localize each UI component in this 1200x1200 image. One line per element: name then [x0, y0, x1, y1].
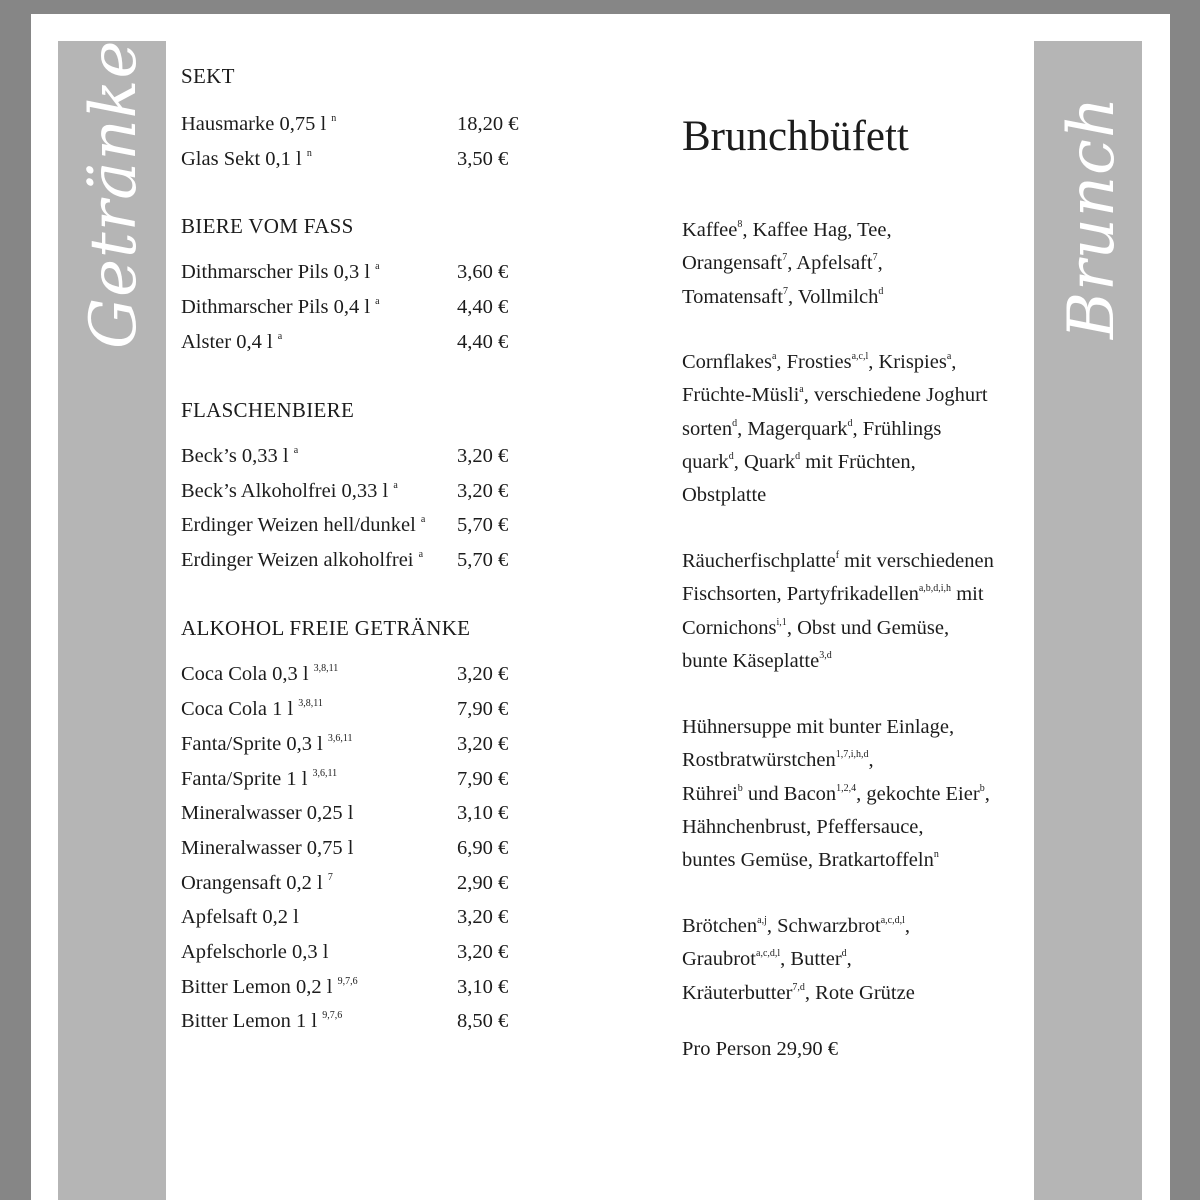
drink-name-text: Glas Sekt 0,1 l	[181, 148, 302, 170]
allergen-note: n	[933, 849, 939, 861]
allergen-note: b	[979, 782, 985, 794]
drink-price: 7,90 €	[457, 698, 509, 720]
drink-item	[181, 698, 541, 728]
section-heading-sekt: SEKT	[181, 64, 235, 88]
brunch-text: mit	[951, 583, 984, 606]
allergen-note: 7	[327, 872, 333, 883]
allergen-note: a	[277, 331, 283, 342]
drink-name	[181, 663, 338, 686]
drink-name	[181, 113, 336, 136]
drink-name	[181, 261, 380, 284]
brunch-line	[682, 281, 892, 314]
brunch-line	[682, 578, 994, 611]
drink-name-text: Mineralwasser 0,25 l	[181, 802, 354, 824]
brunch-line	[682, 744, 990, 777]
brunch-text: Tomatensaft	[682, 285, 784, 308]
allergen-note: a	[418, 549, 424, 560]
drink-item	[181, 514, 541, 544]
brunch-line	[682, 446, 988, 479]
brunch-text: Kräuterbutter	[682, 981, 793, 1004]
brunch-text: mit verschiedenen	[839, 550, 994, 572]
allergen-note: a	[771, 351, 777, 362]
drink-price: 2,90 €	[457, 872, 509, 894]
drink-item	[181, 148, 541, 178]
brunch-line	[682, 711, 990, 744]
brunch-line	[682, 844, 990, 877]
drink-item	[181, 113, 541, 143]
allergen-note: a,j	[757, 915, 767, 926]
drink-name-text: Erdinger Weizen hell/dunkel	[181, 514, 416, 536]
allergen-note: a	[799, 384, 804, 396]
drink-item	[181, 663, 541, 693]
brunch-line	[682, 778, 990, 811]
brunch-text: Cornichons	[682, 616, 777, 639]
drink-name-text: Coca Cola 0,3 l	[181, 663, 309, 685]
drink-price: 18,20 €	[457, 113, 519, 135]
drink-name-text: Coca Cola 1 l	[181, 698, 294, 720]
drinks-side-band	[58, 41, 166, 1200]
brunch-text: bunte Käseplatte	[682, 649, 820, 672]
drink-price: 3,20 €	[457, 445, 509, 467]
allergen-note: 3,8,11	[298, 698, 323, 709]
section-heading-alkoholfrei: ALKOHOL FREIE GETRÄNKE	[181, 616, 471, 640]
brunch-text: , Apfelsaft	[787, 252, 873, 275]
brunch-line	[682, 910, 915, 943]
brunch-text: ,	[877, 252, 883, 275]
brunch-text: Rostbratwürstchen	[682, 749, 836, 772]
allergen-note: 3,6,11	[327, 733, 353, 744]
drink-price: 5,70 €	[457, 514, 509, 536]
allergen-note: 8	[737, 219, 743, 230]
brunch-paragraph	[682, 346, 988, 512]
drink-name	[181, 445, 298, 468]
brunch-text: , Schwarzbrot	[766, 915, 881, 937]
drink-price: 3,20 €	[457, 733, 509, 755]
drink-name	[181, 906, 299, 929]
drink-name-text: Bitter Lemon 0,2 l	[181, 976, 333, 998]
drink-name	[181, 148, 312, 171]
brunch-text: buntes Gemüse, Bratkartoffeln	[682, 849, 934, 872]
drink-name-text: Erdinger Weizen alkoholfrei	[181, 549, 414, 571]
brunch-line	[682, 413, 988, 446]
menu-page	[31, 14, 1170, 1200]
drink-name-text: Fanta/Sprite 0,3 l	[181, 733, 323, 755]
brunch-paragraph	[682, 910, 915, 1010]
brunch-line	[682, 346, 988, 379]
drink-item	[181, 296, 541, 326]
drink-item	[181, 872, 541, 902]
brunch-line	[682, 545, 994, 578]
brunch-text: mit Früchten,	[800, 450, 916, 473]
brunch-text: , Frosties	[776, 351, 852, 373]
brunch-text: , verschiedene Joghurt	[803, 384, 988, 407]
allergen-note: 7	[783, 285, 789, 297]
brunch-text: , Quark	[733, 450, 796, 473]
allergen-note: i,1	[776, 616, 787, 628]
drink-price: 3,20 €	[457, 663, 509, 685]
drink-price: 5,70 €	[457, 549, 509, 571]
drink-price: 3,10 €	[457, 802, 509, 824]
allergen-note: a,c,d,l	[880, 915, 905, 926]
brunch-paragraph	[682, 214, 892, 314]
drink-name-text: Beck’s Alkoholfrei 0,33 l	[181, 480, 389, 502]
allergen-note: a	[375, 296, 380, 307]
drink-name-text: Alster 0,4 l	[181, 331, 273, 353]
drink-name	[181, 768, 337, 791]
drink-item	[181, 733, 541, 763]
allergen-note: 3,6,11	[312, 768, 338, 779]
allergen-note: 7,d	[792, 981, 805, 993]
allergen-note: n	[331, 113, 337, 124]
allergen-note: a,c,d,l	[756, 948, 781, 960]
brunch-line	[682, 214, 892, 247]
brunch-text: Hühnersuppe mit bunter Einlage,	[682, 716, 955, 738]
drink-name	[181, 941, 328, 964]
allergen-note: n	[306, 148, 312, 159]
drink-price: 8,50 €	[457, 1010, 509, 1032]
drinks-band-title: Getränke	[77, 39, 151, 349]
drink-price: 3,60 €	[457, 261, 509, 283]
drink-name	[181, 698, 323, 721]
brunch-text: , Butter	[780, 948, 842, 971]
drink-name-text: Mineralwasser 0,75 l	[181, 837, 354, 859]
allergen-note: f	[835, 550, 840, 561]
brunch-text: Brötchen	[682, 915, 758, 937]
brunch-text: ,	[868, 749, 874, 772]
allergen-note: 7	[782, 252, 788, 264]
allergen-note: d	[841, 948, 847, 960]
brunch-line	[682, 977, 915, 1010]
brunch-text: , gekochte Eier	[856, 782, 980, 805]
brunch-text: , Frühlings	[852, 417, 942, 440]
drink-item	[181, 976, 541, 1006]
drink-price: 4,40 €	[457, 331, 509, 353]
allergen-note: d	[847, 417, 853, 429]
brunch-text: ,	[904, 915, 911, 937]
drink-item	[181, 768, 541, 798]
brunch-text: Früchte-Müsli	[682, 384, 800, 407]
drink-name	[181, 480, 398, 503]
drink-item	[181, 802, 541, 832]
drink-item	[181, 331, 541, 361]
allergen-note: a	[393, 480, 398, 491]
brunch-line	[682, 379, 988, 412]
brunch-title: Brunchbüfett	[682, 113, 909, 160]
drink-name	[181, 802, 354, 825]
drink-name	[181, 331, 282, 354]
brunch-text: Rührei	[682, 782, 738, 805]
allergen-note: d	[795, 450, 801, 462]
brunch-line	[682, 479, 988, 512]
drink-item	[181, 445, 541, 475]
allergen-note: d	[728, 450, 734, 462]
drink-name-text: Dithmarscher Pils 0,3 l	[181, 261, 371, 283]
drink-item	[181, 480, 541, 510]
brunch-side-band	[1034, 41, 1142, 1200]
brunch-text: Räucherfischplatte	[682, 550, 836, 572]
brunch-text: , Rote Grütze	[804, 981, 915, 1004]
drink-price: 3,50 €	[457, 148, 509, 170]
brunch-text: , Krispies	[868, 351, 947, 373]
brunch-text: ,	[846, 948, 852, 971]
drink-price: 7,90 €	[457, 768, 509, 790]
drink-name-text: Apfelschorle 0,3 l	[181, 941, 329, 963]
drink-item	[181, 941, 541, 971]
brunch-line	[682, 645, 994, 678]
brunch-text: , Obst und Gemüse,	[786, 616, 950, 639]
allergen-note: 3,d	[819, 649, 832, 661]
brunch-text: , Magerquark	[737, 417, 848, 440]
brunch-text: ,	[984, 782, 990, 805]
drink-name	[181, 837, 354, 860]
allergen-note: 1,7,i,h,d	[835, 749, 869, 761]
drink-name	[181, 1010, 342, 1033]
brunch-line	[682, 811, 990, 844]
drink-item	[181, 549, 541, 579]
brunch-band-title: Brunch	[1055, 95, 1129, 339]
allergen-note: 7	[872, 252, 878, 264]
allergen-note: 3,8,11	[313, 663, 339, 674]
allergen-note: 1,2,4	[836, 782, 857, 794]
brunch-text: Hähnchenbrust, Pfeffersauce,	[682, 815, 924, 838]
allergen-note: a,c,l	[851, 351, 869, 362]
brunch-text: Graubrot	[682, 948, 757, 971]
brunch-paragraph	[682, 545, 994, 678]
drink-name	[181, 549, 423, 572]
drink-name	[181, 976, 358, 999]
drink-name-text: Dithmarscher Pils 0,4 l	[181, 296, 371, 318]
drink-item	[181, 261, 541, 291]
drink-item	[181, 837, 541, 867]
allergen-note: 9,7,6	[337, 976, 358, 987]
allergen-note: d	[732, 417, 738, 429]
brunch-text: sorten	[682, 417, 733, 440]
brunch-text: und Bacon	[742, 782, 837, 805]
brunch-line	[682, 612, 994, 645]
drink-name	[181, 872, 333, 895]
section-heading-fassbier: BIERE VOM FASS	[181, 214, 354, 238]
drink-price: 6,90 €	[457, 837, 509, 859]
drink-name-text: Apfelsaft 0,2 l	[181, 906, 299, 928]
brunch-line	[682, 247, 892, 280]
drink-item	[181, 1010, 541, 1040]
brunch-text: Cornflakes	[682, 351, 772, 373]
allergen-note: a	[420, 514, 426, 525]
drink-item	[181, 906, 541, 936]
brunch-text: , Vollmilch	[788, 285, 879, 308]
brunch-text: quark	[682, 450, 729, 473]
drink-name-text: Beck’s 0,33 l	[181, 445, 289, 467]
allergen-note: a	[375, 261, 380, 272]
drink-price: 3,20 €	[457, 906, 509, 928]
allergen-note: b	[737, 782, 743, 794]
allergen-note: a	[946, 351, 952, 362]
drink-price: 3,20 €	[457, 480, 509, 502]
allergen-note: d	[878, 285, 884, 297]
drink-price: 4,40 €	[457, 296, 509, 318]
drink-name-text: Hausmarke 0,75 l	[181, 113, 327, 135]
drink-name	[181, 733, 353, 756]
brunch-text: , Kaffee Hag, Tee,	[742, 219, 892, 241]
drink-name-text: Orangensaft 0,2 l	[181, 872, 323, 894]
allergen-note: 9,7,6	[322, 1010, 343, 1021]
allergen-note: a	[293, 445, 299, 456]
section-heading-flaschenbiere: FLASCHENBIERE	[181, 398, 355, 422]
brunch-text: ,	[951, 351, 957, 373]
drink-name-text: Fanta/Sprite 1 l	[181, 768, 308, 790]
drink-name-text: Bitter Lemon 1 l	[181, 1010, 318, 1032]
brunch-price-per-person: Pro Person 29,90 €	[682, 1038, 839, 1060]
drink-name	[181, 514, 425, 537]
brunch-text: Kaffee	[682, 219, 738, 241]
brunch-paragraph	[682, 711, 990, 877]
drink-price: 3,20 €	[457, 941, 509, 963]
brunch-text: Fischsorten, Partyfrikadellen	[682, 583, 919, 606]
brunch-text: Obstplatte	[682, 484, 767, 507]
drink-name	[181, 296, 380, 319]
drink-price: 3,10 €	[457, 976, 509, 998]
brunch-line	[682, 943, 915, 976]
allergen-note: a,b,d,i,h	[918, 583, 952, 595]
brunch-text: Orangensaft	[682, 252, 783, 275]
